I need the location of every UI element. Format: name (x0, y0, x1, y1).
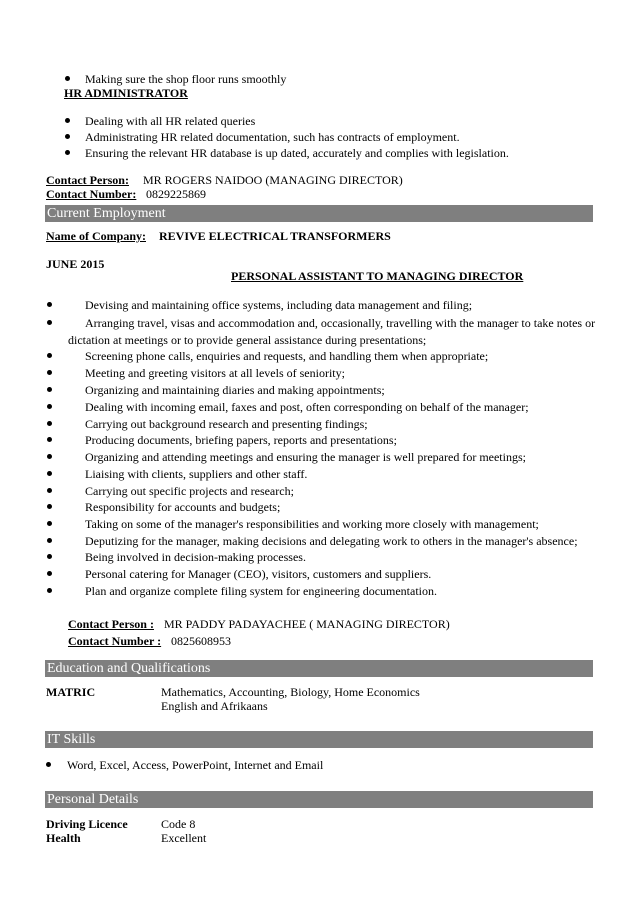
company-name: REVIVE ELECTRICAL TRANSFORMERS (159, 229, 391, 243)
contact-number-label: Contact Number : (68, 634, 162, 648)
bullet-icon (47, 471, 52, 476)
list-item: Carrying out background research and presenting findings; (85, 417, 368, 431)
bullet-icon (65, 76, 70, 81)
contact-person-label: Contact Person: (46, 173, 129, 187)
section-heading-it-skills: IT Skills (45, 731, 593, 748)
subjects-line: Mathematics, Accounting, Biology, Home Economics (161, 685, 420, 699)
bullet-icon (47, 504, 52, 509)
list-item: Taking on some of the manager's responsibilities and working more closely with management; (85, 517, 539, 531)
bullet-icon (47, 521, 52, 526)
bullet-icon (47, 421, 52, 426)
bullet-icon (47, 437, 52, 442)
contact-person-label: Contact Person : (68, 617, 154, 631)
list-item: Administrating HR related documentation, such has contracts of employment. (85, 130, 460, 144)
detail-value: Code 8 (161, 817, 196, 831)
list-item: Devising and maintaining office systems, including data management and filing; (85, 298, 473, 312)
bullet-icon (47, 387, 52, 392)
section-heading-current-employment: Current Employment (45, 205, 593, 222)
list-item: Dealing with all HR related queries (85, 114, 256, 128)
detail-label: Driving Licence (46, 817, 128, 831)
bullet-icon (47, 454, 52, 459)
subjects-line: English and Afrikaans (161, 699, 268, 713)
bullet-icon (47, 571, 52, 576)
bullet-icon (47, 538, 52, 543)
list-item-continuation: dictation at meetings or to provide general assistance during presentations; (68, 333, 427, 347)
list-item: Deputizing for the manager, making decisions and delegating work to others in the manager's absence; (85, 534, 578, 548)
list-item: Making sure the shop floor runs smoothly (85, 72, 287, 86)
job-title: HR ADMINISTRATOR (64, 86, 188, 100)
bullet-icon (46, 762, 51, 767)
contact-number-value: 0829225869 (146, 187, 206, 201)
list-item: Screening phone calls, enquiries and requests, and handling them when appropriate; (85, 349, 489, 363)
employment-date: JUNE 2015 (46, 257, 105, 271)
list-item: Liaising with clients, suppliers and other staff. (85, 467, 308, 481)
list-item: Carrying out specific projects and research; (85, 484, 294, 498)
list-item: Meeting and greeting visitors at all levels of seniority; (85, 366, 345, 380)
contact-number-label: Contact Number: (46, 187, 137, 201)
bullet-icon (47, 488, 52, 493)
section-heading-education: Education and Qualifications (45, 660, 593, 677)
qualification-level: MATRIC (46, 685, 96, 699)
list-item: Arranging travel, visas and accommodation and, occasionally, travelling with the manager to take notes or (85, 316, 596, 330)
list-item: Organizing and maintaining diaries and making appointments; (85, 383, 385, 397)
list-item: Word, Excel, Access, PowerPoint, Internet and Email (67, 758, 324, 772)
list-item: Personal catering for Manager (CEO), visitors, customers and suppliers. (85, 567, 432, 581)
bullet-icon (47, 302, 52, 307)
list-item: Organizing and attending meetings and ensuring the manager is well prepared for meetings; (85, 450, 526, 464)
contact-person-value: MR ROGERS NAIDOO (MANAGING DIRECTOR) (143, 173, 403, 187)
list-item: Responsibility for accounts and budgets; (85, 500, 281, 514)
list-item: Being involved in decision-making processes. (85, 550, 306, 564)
bullet-icon (65, 118, 70, 123)
list-item: Ensuring the relevant HR database is up dated, accurately and complies with legislation. (85, 146, 509, 160)
section-heading-personal-details: Personal Details (45, 791, 593, 808)
list-item: Plan and organize complete filing system for engineering documentation. (85, 584, 438, 598)
bullet-icon (47, 370, 52, 375)
bullet-icon (47, 353, 52, 358)
list-item: Dealing with incoming email, faxes and post, often corresponding on behalf of the manager; (85, 400, 529, 414)
bullet-icon (65, 134, 70, 139)
detail-label: Health (46, 831, 81, 845)
list-item: Producing documents, briefing papers, reports and presentations; (85, 433, 397, 447)
bullet-icon (47, 588, 52, 593)
bullet-icon (47, 404, 52, 409)
job-title: PERSONAL ASSISTANT TO MANAGING DIRECTOR (231, 269, 524, 283)
bullet-icon (65, 150, 70, 155)
detail-value: Excellent (161, 831, 207, 845)
contact-number-value: 0825608953 (171, 634, 231, 648)
bullet-icon (47, 554, 52, 559)
bullet-icon (47, 320, 52, 325)
company-label: Name of Company: (46, 229, 146, 243)
contact-person-value: MR PADDY PADAYACHEE ( MANAGING DIRECTOR) (164, 617, 450, 631)
